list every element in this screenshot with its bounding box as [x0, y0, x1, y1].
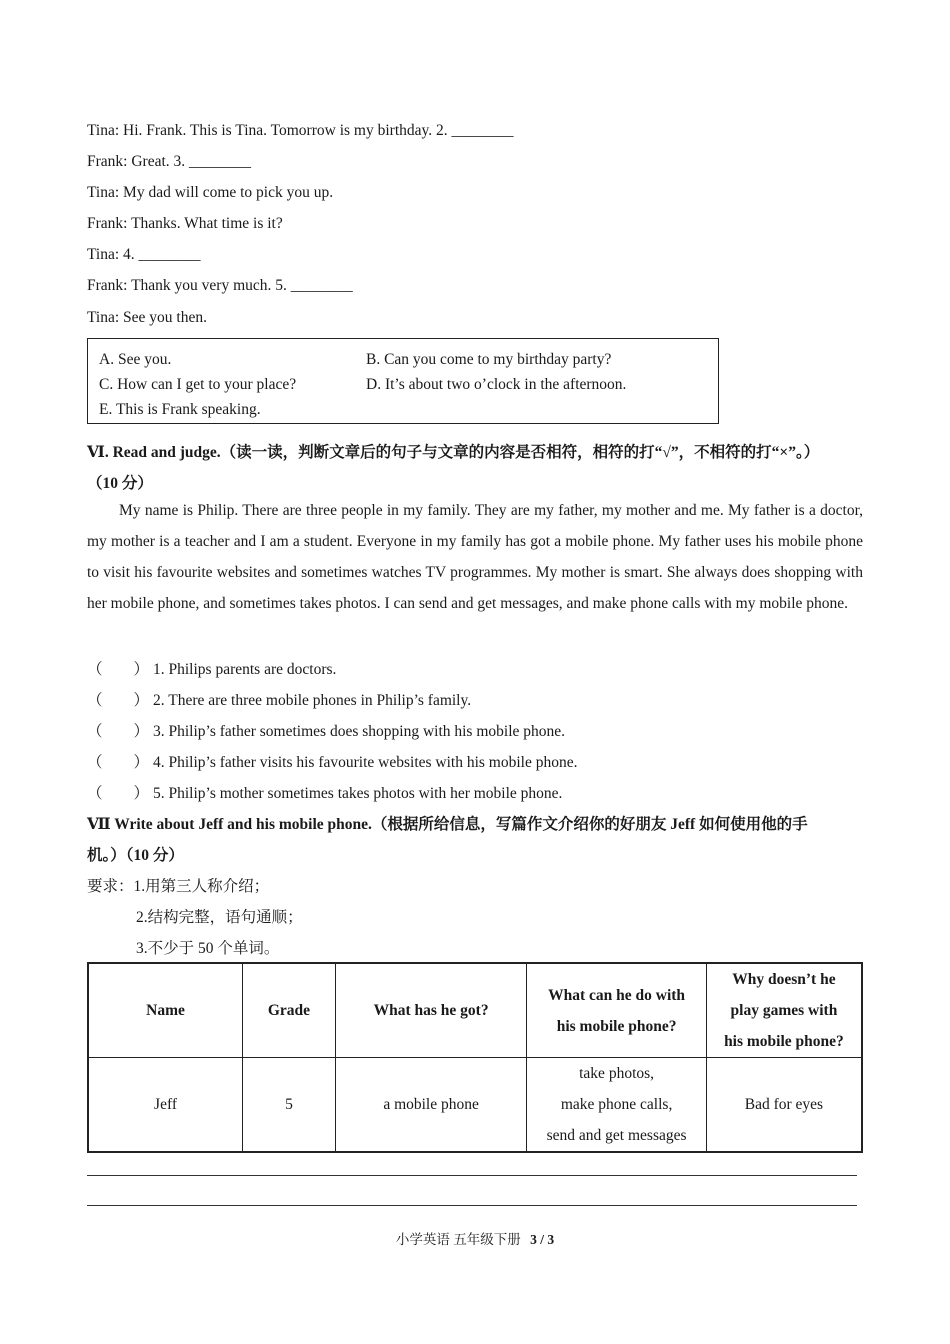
cell-do-line2: make phone calls,	[560, 1096, 673, 1113]
table-row	[88, 1058, 862, 1153]
requirement-1: 要求：1.用第三人称介绍；	[87, 878, 270, 895]
dialogue-line-4: Frank: Thanks. What time is it?	[87, 215, 283, 232]
cell-got: a mobile phone	[335, 1058, 526, 1153]
judge-text: 3. Philip’s father sometimes does shopping with his mobile phone.	[153, 723, 566, 740]
header-grade: Grade	[243, 963, 336, 1058]
header-why	[706, 963, 862, 1058]
jeff-info-table	[87, 962, 863, 1153]
cell-why: Bad for eyes	[706, 1058, 862, 1153]
dialogue-line-5: Tina: 4. ________	[87, 246, 201, 263]
table-header-row	[88, 963, 862, 1058]
option-e: E. This is Frank speaking.	[99, 401, 261, 418]
judge-item-5	[87, 781, 562, 803]
cell-grade: 5	[243, 1058, 336, 1153]
dialogue-line-2: Frank: Great. 3. ________	[87, 153, 252, 170]
header-why-line2: play games with	[730, 1002, 838, 1019]
answer-bracket[interactable]: （ ）	[87, 723, 150, 740]
section6-score: （10 分）	[87, 475, 153, 492]
writing-line-2[interactable]	[87, 1205, 857, 1206]
option-b: B. Can you come to my birthday party?	[366, 351, 612, 368]
judge-item-3	[87, 719, 565, 741]
judge-item-1	[87, 657, 336, 679]
section6-title: Ⅵ. Read and judge.（读一读，判断文章后的句子与文章的内容是否相符，相符的打“√”，不相符的打“×”。）	[87, 444, 820, 461]
answer-bracket[interactable]: （ ）	[87, 661, 150, 678]
answer-bracket[interactable]: （ ）	[87, 785, 150, 802]
options-box	[87, 338, 719, 424]
requirement-2: 2.结构完整，语句通顺；	[136, 909, 303, 926]
cell-do-line1: take photos,	[579, 1065, 655, 1082]
dialogue-line-7: Tina: See you then.	[87, 309, 207, 326]
requirement-3: 3.不少于 50 个单词。	[136, 940, 280, 957]
option-a: A. See you.	[99, 351, 172, 368]
writing-line-1[interactable]	[87, 1175, 857, 1176]
header-why-line1: Why doesn’t he	[732, 971, 836, 988]
judge-text: 5. Philip’s mother sometimes takes photos with her mobile phone.	[153, 785, 563, 802]
section6-passage: My name is Philip. There are three people in my family. They are my father, my mother and me. My father is a doctor, my mother is a teacher and I am a student. Everyone in my family has got a mobile phone. My father uses his mobile phone to visit his favourite websites and sometimes watches TV programmes. My mother is smart. She always does shopping with her mobile phone, and sometimes takes photos. I can send and get messages, and make phone calls with my mobile phone.	[87, 502, 863, 612]
header-do-line1: What can he do with	[548, 986, 686, 1004]
section7-title: Ⅶ Write about Jeff and his mobile phone.（根据所给信息，写篇作文介绍你的好朋友 Jeff 如何使用他的手	[87, 816, 808, 833]
option-d: D. It’s about two o’clock in the afternoon.	[366, 376, 627, 393]
dialogue-line-1: Tina: Hi. Frank. This is Tina. Tomorrow is my birthday. 2. ________	[87, 122, 514, 139]
header-do	[527, 963, 707, 1058]
header-why-line3: his mobile phone?	[724, 1033, 844, 1050]
page-footer	[0, 1228, 950, 1248]
judge-item-4	[87, 750, 578, 772]
judge-text: 2. There are three mobile phones in Philip’s family.	[153, 692, 472, 709]
header-name: Name	[88, 963, 243, 1058]
header-got: What has he got?	[335, 963, 526, 1058]
judge-text: 1. Philips parents are doctors.	[153, 661, 337, 678]
judge-item-2	[87, 688, 471, 710]
answer-bracket[interactable]: （ ）	[87, 692, 150, 709]
answer-bracket[interactable]: （ ）	[87, 754, 150, 771]
judge-text: 4. Philip’s father visits his favourite websites with his mobile phone.	[153, 754, 578, 771]
section7-title-cont: 机。）（10 分）	[87, 847, 184, 864]
dialogue-line-3: Tina: My dad will come to pick you up.	[87, 184, 334, 201]
option-c: C. How can I get to your place?	[99, 376, 297, 393]
cell-do	[527, 1058, 707, 1153]
page-number: 3 / 3	[530, 1232, 555, 1247]
footer-label: 小学英语 五年级下册	[395, 1232, 521, 1247]
cell-name: Jeff	[88, 1058, 243, 1153]
cell-do-line3: send and get messages	[546, 1127, 687, 1144]
header-do-line2: his mobile phone?	[556, 1017, 677, 1035]
dialogue-line-6: Frank: Thank you very much. 5. ________	[87, 277, 353, 294]
